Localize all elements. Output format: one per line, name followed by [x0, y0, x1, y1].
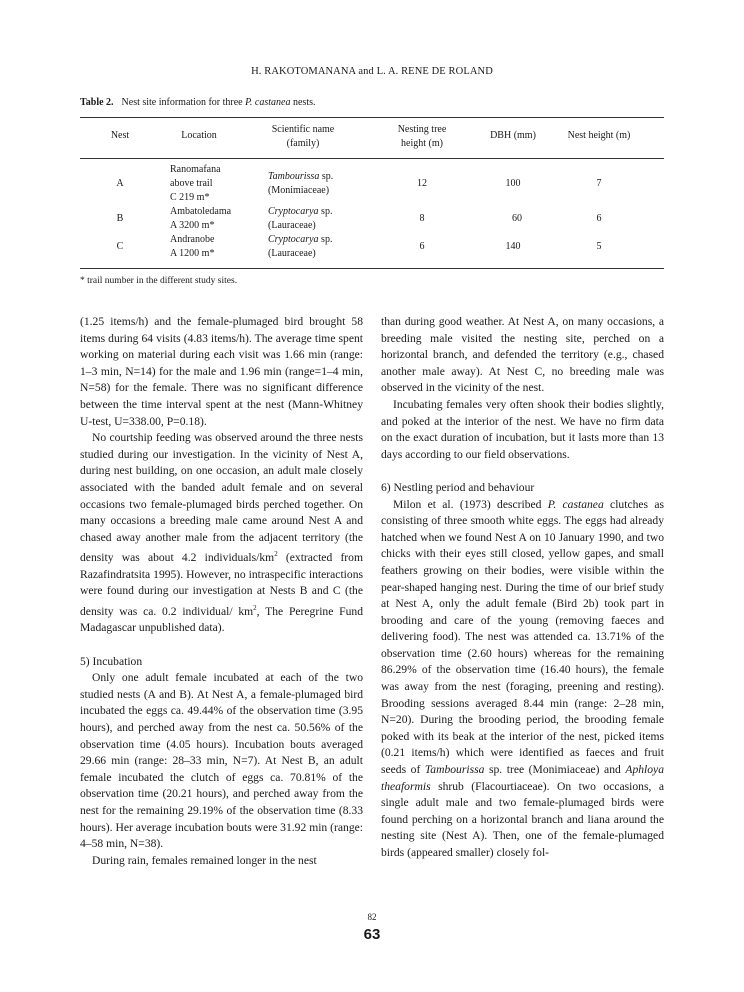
header-nest: Nest — [110, 130, 130, 141]
row-c-genus: Cryptocarya — [268, 234, 319, 245]
row-b-genus: Cryptocarya — [268, 206, 319, 217]
left-p2-part-b: (extracted from Razafindratsita 1995). However, no intraspecific interactions were found during our investigation at Nests B and C (the density was ca. 0.2 individual/ km — [80, 551, 363, 618]
right-p3-species: P. castanea — [547, 497, 604, 511]
right-paragraph-2: Incubating females very often shook their bodies slightly, and poked at the interior of the nest. We have no firm data on the exact duration of incubation, but it lasts more than 13 days according to our field observations. — [381, 397, 664, 461]
row-b-tree-height: 8 — [419, 213, 425, 224]
right-paragraph-1: than during good weather. At Nest A, on many occasions, a breeding male visited the nesting site, perched on a horizontal branch, and defended the territory (e.g., chased another male away). At Nest C, no breeding male was observed in the vicinity of the nest. — [381, 315, 664, 395]
row-c-dbh: 140 — [505, 241, 521, 252]
row-b-nest-height: 6 — [596, 213, 602, 224]
row-a-family: (Monimiaceae) — [268, 185, 330, 196]
row-c-scientific-name — [268, 233, 332, 261]
row-c-tree-height: 6 — [419, 241, 425, 252]
header-scientific-name — [258, 123, 348, 151]
row-a-scientific-name — [268, 170, 333, 198]
left-paragraph-1: (1.25 items/h) and the female-plumaged bird brought 58 items during 64 visits (4.83 items/h). The average time spent working on material during each visit was 1.66 min (range: 1–3 min, N=14) for the male and 1.96 min (range=1–4 min, N=58) for the female. There was no significant difference between the time interval spent at the nest (Mann-Whitney U-test, U=338.00, P=0.18). — [80, 315, 363, 428]
table-bottom-rule — [80, 268, 664, 269]
row-c-location — [170, 233, 214, 261]
row-b-scientific-name — [268, 205, 332, 233]
page-number-small: 82 — [367, 912, 377, 922]
header-tree-height — [384, 123, 460, 151]
row-c-loc1: Andranobe — [170, 234, 215, 245]
right-p3-part-d: shrub (Flacourtiaceae). On two occasions, a single adult male and two female-plumaged birds were found perching on a horizontal branch and liana around the nesting site (Nest A). Then, one of the female-plumaged birds (appeared smaller) closely fol- — [381, 779, 664, 859]
row-a-tree-height: 12 — [417, 178, 427, 189]
right-p3-tree-genus: Tambourissa — [424, 763, 485, 777]
table-top-rule — [80, 117, 664, 118]
row-c-family: (Lauraceae) — [268, 248, 316, 259]
caption-text-post: nests. — [290, 97, 316, 108]
header-location: Location — [181, 130, 217, 141]
header-nest-height: Nest height (m) — [567, 130, 631, 141]
table-header-rule — [80, 158, 664, 159]
left-column — [80, 314, 363, 869]
caption-text-pre: Nest site information for three — [121, 97, 246, 108]
table-footnote: * trail number in the different study sites. — [80, 276, 238, 286]
row-a-genus: Tambourissa — [268, 171, 320, 182]
row-c-loc2: A 1200 m* — [170, 248, 215, 259]
header-tree-line2: height (m) — [401, 138, 443, 149]
row-b-family: (Lauraceae) — [268, 220, 316, 231]
right-column — [381, 314, 664, 862]
row-a-sp: sp. — [319, 171, 334, 182]
row-b-loc1: Ambatoledama — [170, 206, 232, 217]
row-b-loc2: A 3200 m* — [170, 220, 215, 231]
row-b-location — [170, 205, 231, 233]
row-a-loc2: above trail — [170, 178, 213, 189]
right-p3-part-b: clutches as consisting of three smooth white eggs. The eggs had already hatched when we found Nest A on 10 January 1990, and two chicks with their eyes still closed, yellow gapes, and small feathers growing on their bodies, were visible within the pear-shaped hanging nest. During the time of our brief study at Nest A, only the adult female (Bird 2b) took part in brooding and care of the young (removing faeces and delivering food). The nest was attended ca. 13.71% of the observation time (2.60 hours) whereas for the remaining 86.29% of the observation time (16.40 hours), the female was away from the nest (foraging, preening and resting). Brooding sessions averaged 8.44 min (range: 2–28 min, N=20). During the brooding period, the brooding female poked with its beak at the interior of the nest, picked items (0.21 items/h) which were identified as faeces and fruit seeds of — [381, 497, 664, 777]
left-p2-superscript-1: 2 — [274, 550, 278, 559]
row-a-nest-height: 7 — [596, 178, 602, 189]
page-number-large: 63 — [363, 926, 381, 943]
left-paragraph-3: Only one adult female incubated at each of the two studied nests (A and B). At Nest A, a female-plumaged bird incubated the eggs ca. 49.44% of the observation time (3.95 hours), and perched away from the nest ca. 50.56% of the observation time (4.05 hours). Incubation bouts averaged 29.66 min (range: 28–33 min, N=7). At Nest B, an adult female incubated the clutch of eggs ca. 70.81% of the observation time (20.21 hours), and perched away from the nest for the remaining 29.19% of the observation time (8.33 hours). Her average incubation bouts were 31.92 min (range: 4–58 min, N=38). — [80, 671, 363, 851]
right-p3-part-c: sp. tree (Monimiaceae) and — [484, 763, 626, 777]
row-b-nest: B — [116, 213, 124, 224]
row-b-dbh: 60 — [512, 213, 522, 224]
right-p3-shrub-species: Aphloya theaformis — [381, 763, 664, 793]
row-b-sp: sp. — [318, 206, 333, 217]
header-sci-line1: Scientific name — [271, 124, 335, 135]
left-p2-part-c: , The Peregrine Fund Madagascar unpublished data). — [80, 604, 363, 635]
row-c-nest: C — [116, 241, 124, 252]
caption-species: P. castanea — [245, 97, 291, 108]
header-sci-line2: (family) — [286, 138, 320, 149]
left-paragraph-4: During rain, females remained longer in the nest — [92, 853, 317, 867]
left-paragraph-2 — [80, 430, 363, 637]
row-a-loc1: Ranomafana — [170, 164, 221, 175]
header-tree-line1: Nesting tree — [397, 124, 447, 135]
section-5-heading: 5) Incubation — [80, 654, 143, 668]
table-label: Table 2. — [80, 97, 114, 108]
left-p2-superscript-2: 2 — [253, 603, 257, 612]
right-p3-part-a: Milon et al. (1973) described — [393, 497, 548, 511]
section-6-heading: 6) Nestling period and behaviour — [381, 480, 535, 494]
running-header: H. RAKOTOMANANA and L. A. RENE DE ROLAND — [251, 66, 493, 77]
row-a-nest: A — [116, 178, 124, 189]
row-a-dbh: 100 — [505, 178, 521, 189]
header-dbh: DBH (mm) — [490, 130, 536, 141]
row-c-nest-height: 5 — [596, 241, 602, 252]
row-a-location — [170, 163, 221, 205]
right-paragraph-3 — [381, 497, 664, 862]
table-caption — [80, 97, 315, 108]
row-c-sp: sp. — [318, 234, 333, 245]
row-a-loc3: C 219 m* — [170, 192, 210, 203]
left-p2-part-a: No courtship feeding was observed around the three nests studied during our investigation. In the vicinity of Nest A, during nest building, on one occasion, an adult male closely associated with the banded adult female and on several occasions two female-plumaged birds perched together. On many occasions a breeding male came around Nest A and chased away another male from the adjacent territory (the density was about 4.2 individuals/km — [80, 431, 363, 565]
